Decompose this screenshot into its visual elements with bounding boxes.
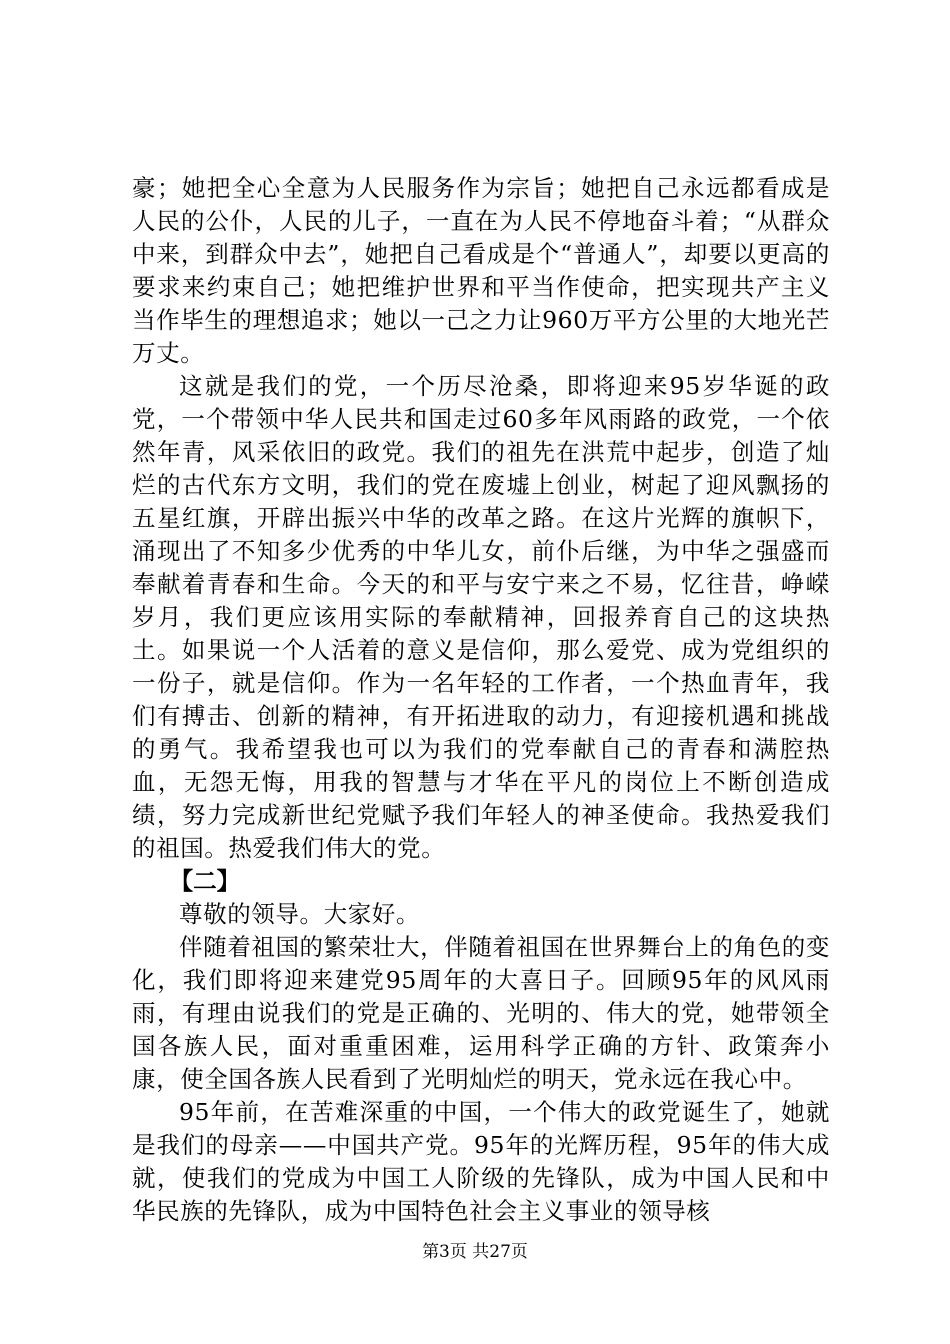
paragraph-greeting: 尊敬的领导。大家好。 [179, 900, 420, 928]
paragraph-2: 这就是我们的党，一个历尽沧桑，即将迎来95岁华诞的政党，一个带领中华人民共和国走过60多年风雨路的政党，一个依然年青，风采依旧的政党。我们的祖先在洪荒中起步，创造了灿烂的古代东方文明，我们的党在废墟上创业，树起了迎风飘扬的五星红旗，开辟出振兴中华的改革之路。在这片光辉的旗帜下，涌现出了不知多少优秀的中华儿女，前仆后继，为中华之强盛而奉献着青春和生命。今天的和平与安宁来之不易，忆往昔，峥嵘岁月，我们更应该用实际的奉献精神，回报养育自己的这块热土。如果说一个人活着的意义是信仰，那么爱党、成为党组织的一份子，就是信仰。作为一名年轻的工作者，一个热血青年，我们有搏击、创新的精神，有开拓进取的动力，有迎接机遇和挑战的勇气。我希望我也可以为我们的党奉献自己的青春和满腔热血，无怨无悔，用我的智慧与才华在平凡的岗位上不断创造成绩，努力完成新世纪党赋予我们年轻人的神圣使命。我热爱我们的祖国。热爱我们伟大的党。 [132, 372, 830, 862]
paragraph-3: 伴随着祖国的繁荣壮大，伴随着祖国在世界舞台上的角色的变化，我们即将迎来建党95周年的大喜日子。回顾95年的风风雨雨，有理由说我们的党是正确的、光明的、伟大的党，她带领全国各族人民，面对重重困难，运用科学正确的方针、政策奔小康，使全国各族人民看到了光明灿烂的明天，党永远在我心中。 [132, 933, 830, 1093]
page-number-footer: 第3页 共27页 [422, 1242, 528, 1262]
paragraph-4: 95年前，在苦难深重的中国，一个伟大的政党诞生了，她就是我们的母亲——中国共产党。95年的光辉历程，95年的伟大成就，使我们的党成为中国工人阶级的先锋队，成为中国人民和中华民族的先锋队，成为中国特色社会主义事业的领导核 [132, 1098, 830, 1225]
section-heading: 【二】 [169, 867, 241, 895]
paragraph-1: 豪；她把全心全意为人民服务作为宗旨；她把自己永远都看成是人民的公仆，人民的儿子，一直在为人民不停地奋斗着；“从群众中来，到群众中去”，她把自己看成是个“普通人”，却要以更高的要求来约束自己；她把维护世界和平当作使命，把实现共产主义当作毕生的理想追求；她以一己之力让960万平方公里的大地光芒万丈。 [132, 174, 830, 367]
document-body [132, 172, 830, 1228]
